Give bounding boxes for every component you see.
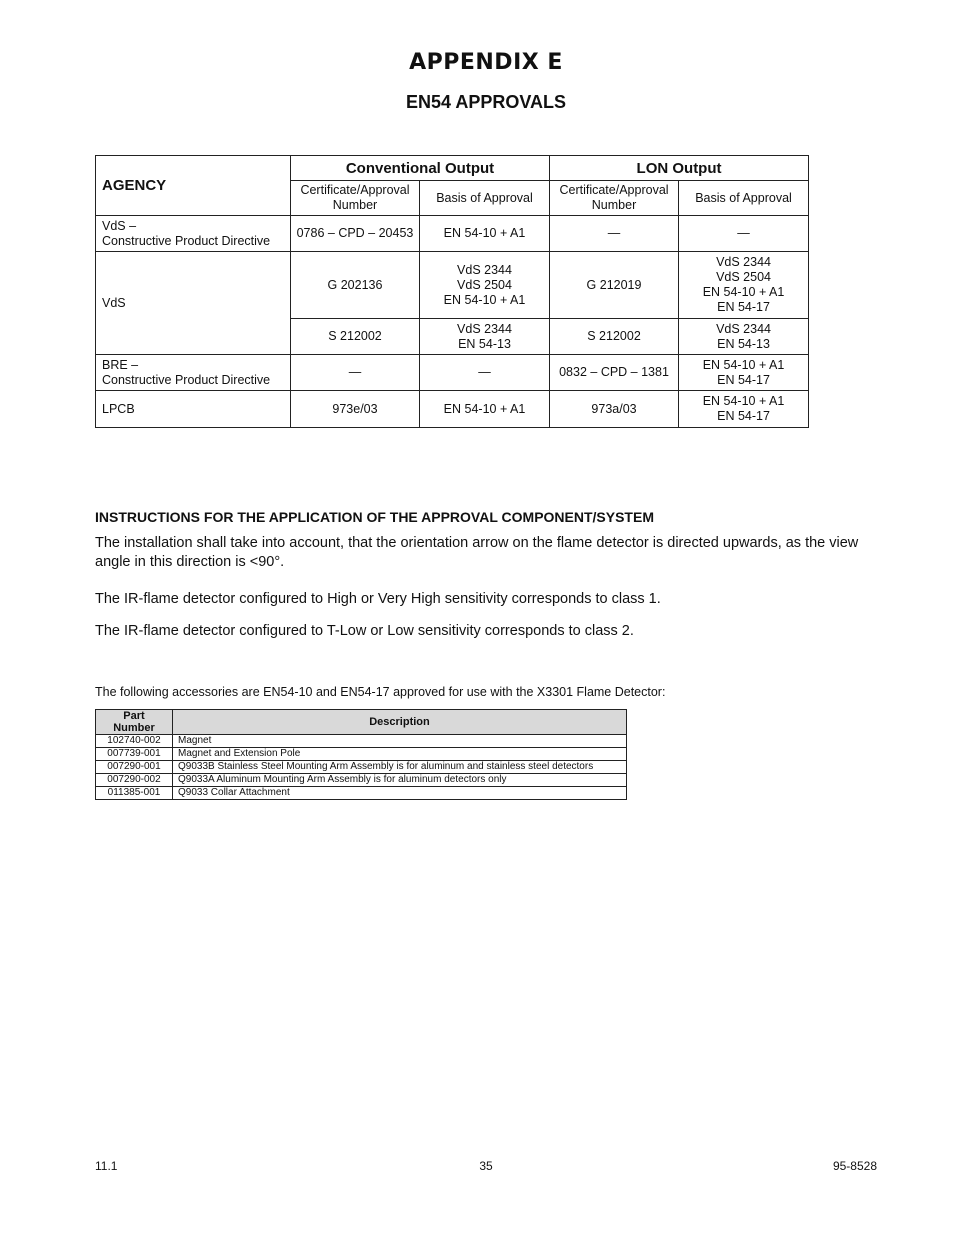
- table-row: [96, 355, 809, 391]
- cell-line: Number: [332, 198, 378, 212]
- conventional-basis-cell: [420, 391, 550, 428]
- lon-basis-cell: [679, 319, 809, 355]
- description-cell: Magnet and Extension Pole: [173, 748, 627, 761]
- part-number-header: Part Number: [96, 710, 173, 735]
- instructions-paragraph: The IR-flame detector configured to High or Very High sensitivity corresponds to class 1.: [95, 591, 661, 607]
- conventional-cert-cell: G 202136: [291, 252, 420, 319]
- lon-basis-cell: [679, 355, 809, 391]
- part-number-cell: 011385-001: [96, 787, 173, 800]
- part-number-cell: 007290-002: [96, 774, 173, 787]
- conventional-cert-cell: 0786 – CPD – 20453: [291, 216, 420, 252]
- conventional-cert-cell: 973e/03: [291, 391, 420, 428]
- conventional-basis-header: [420, 181, 550, 216]
- cell-line: Basis of Approval: [436, 190, 533, 205]
- conventional-cert-cell: —: [291, 355, 420, 391]
- lon-basis-header: [679, 181, 809, 216]
- conventional-cert-cell: S 212002: [291, 319, 420, 355]
- cell-line: VdS 2344: [716, 321, 771, 336]
- lon-basis-cell: [679, 252, 809, 319]
- approvals-table: [95, 155, 809, 428]
- footer-document-number: 95-8528: [832, 1159, 877, 1173]
- cell-line: EN 54-10 + A1: [443, 226, 526, 240]
- cell-line: EN 54-17: [717, 372, 770, 387]
- cell-line: EN 54-10 + A1: [443, 401, 526, 416]
- accessories-table: [95, 709, 627, 800]
- cell-line: EN 54-10 + A1: [702, 394, 785, 408]
- appendix-title: APPENDIX E: [409, 50, 563, 75]
- conventional-basis-cell: [420, 319, 550, 355]
- cell-line: VdS –: [102, 218, 137, 233]
- lon-basis-cell: [679, 391, 809, 428]
- instructions-paragraph: The installation shall take into account, that the orientation arrow on the flame detector is directed upwards, as the view angle in this direction is <90°.: [95, 535, 859, 570]
- footer-revision: 11.1: [95, 1159, 118, 1173]
- part-number-cell: 007739-001: [96, 748, 173, 761]
- section-title: EN54 APPROVALS: [405, 92, 567, 112]
- cell-line: Number: [591, 198, 637, 212]
- cell-line: VdS 2344: [716, 255, 771, 269]
- lon-cert-cell: —: [550, 216, 679, 252]
- table-row: [96, 748, 627, 761]
- lon-basis-cell: [679, 216, 809, 252]
- accessories-body: [96, 735, 627, 800]
- accessories-intro: The following accessories are EN54-10 and EN54-17 approved for use with the X3301 Flame Detector:: [95, 685, 666, 699]
- cell-line: Constructive Product Directive: [102, 233, 271, 248]
- part-number-cell: 102740-002: [96, 735, 173, 748]
- cell-line: EN 54-10 + A1: [443, 292, 526, 307]
- table-row: [96, 391, 809, 428]
- part-number-cell: 007290-001: [96, 761, 173, 774]
- cell-line: BRE –: [102, 357, 139, 372]
- lon-cert-header: [550, 181, 679, 216]
- cell-line: VdS 2344: [457, 262, 512, 277]
- lon-cert-cell: S 212002: [550, 319, 679, 355]
- description-cell: Q9033 Collar Attachment: [173, 787, 627, 800]
- lon-cert-cell: G 212019: [550, 252, 679, 319]
- cell-line: Certificate/Approval: [559, 183, 669, 197]
- approvals-body: [96, 216, 809, 428]
- cell-line: VdS 2504: [457, 277, 512, 292]
- cell-line: LPCB: [102, 401, 135, 416]
- footer-page-number: 35: [479, 1159, 493, 1173]
- conventional-cert-header: [291, 181, 420, 216]
- description-cell: Q9033A Aluminum Mounting Arm Assembly is for aluminum detectors only: [173, 774, 627, 787]
- conventional-basis-cell: [420, 252, 550, 319]
- cell-line: VdS 2344: [457, 321, 512, 336]
- cell-line: VdS 2504: [716, 270, 771, 284]
- agency-cell: [96, 252, 291, 355]
- instructions-paragraph: The IR-flame detector configured to T-Low or Low sensitivity corresponds to class 2.: [95, 623, 634, 639]
- agency-cell: [96, 355, 291, 391]
- table-row: [96, 761, 627, 774]
- cell-line: Constructive Product Directive: [102, 372, 271, 387]
- description-header: Description: [173, 710, 627, 735]
- cell-line: Basis of Approval: [695, 190, 792, 205]
- table-row: [96, 252, 809, 319]
- cell-line: EN 54-10 + A1: [702, 285, 785, 299]
- description-cell: Magnet: [173, 735, 627, 748]
- conventional-basis-cell: [420, 216, 550, 252]
- agency-cell: [96, 216, 291, 252]
- cell-line: EN 54-13: [717, 336, 770, 351]
- lon-output-header: LON Output: [550, 156, 809, 181]
- lon-cert-cell: 0832 – CPD – 1381: [550, 355, 679, 391]
- cell-line: —: [478, 365, 491, 379]
- cell-line: EN 54-10 + A1: [702, 357, 785, 372]
- table-row: [96, 216, 809, 252]
- conventional-basis-cell: [420, 355, 550, 391]
- conventional-output-header: Conventional Output: [291, 156, 550, 181]
- agency-cell: [96, 391, 291, 428]
- table-row: [96, 774, 627, 787]
- table-row: [96, 735, 627, 748]
- agency-header: AGENCY: [96, 156, 291, 216]
- cell-line: EN 54-13: [458, 336, 511, 351]
- cell-line: Certificate/Approval: [300, 183, 410, 197]
- instructions-heading: INSTRUCTIONS FOR THE APPLICATION OF THE APPROVAL COMPONENT/SYSTEM: [95, 509, 654, 525]
- cell-line: EN 54-17: [717, 300, 770, 314]
- lon-cert-cell: 973a/03: [550, 391, 679, 428]
- cell-line: EN 54-17: [717, 409, 770, 423]
- table-row: [96, 787, 627, 800]
- cell-line: —: [737, 226, 750, 240]
- cell-line: VdS: [102, 295, 126, 310]
- description-cell: Q9033B Stainless Steel Mounting Arm Assembly is for aluminum and stainless steel detectors: [173, 761, 627, 774]
